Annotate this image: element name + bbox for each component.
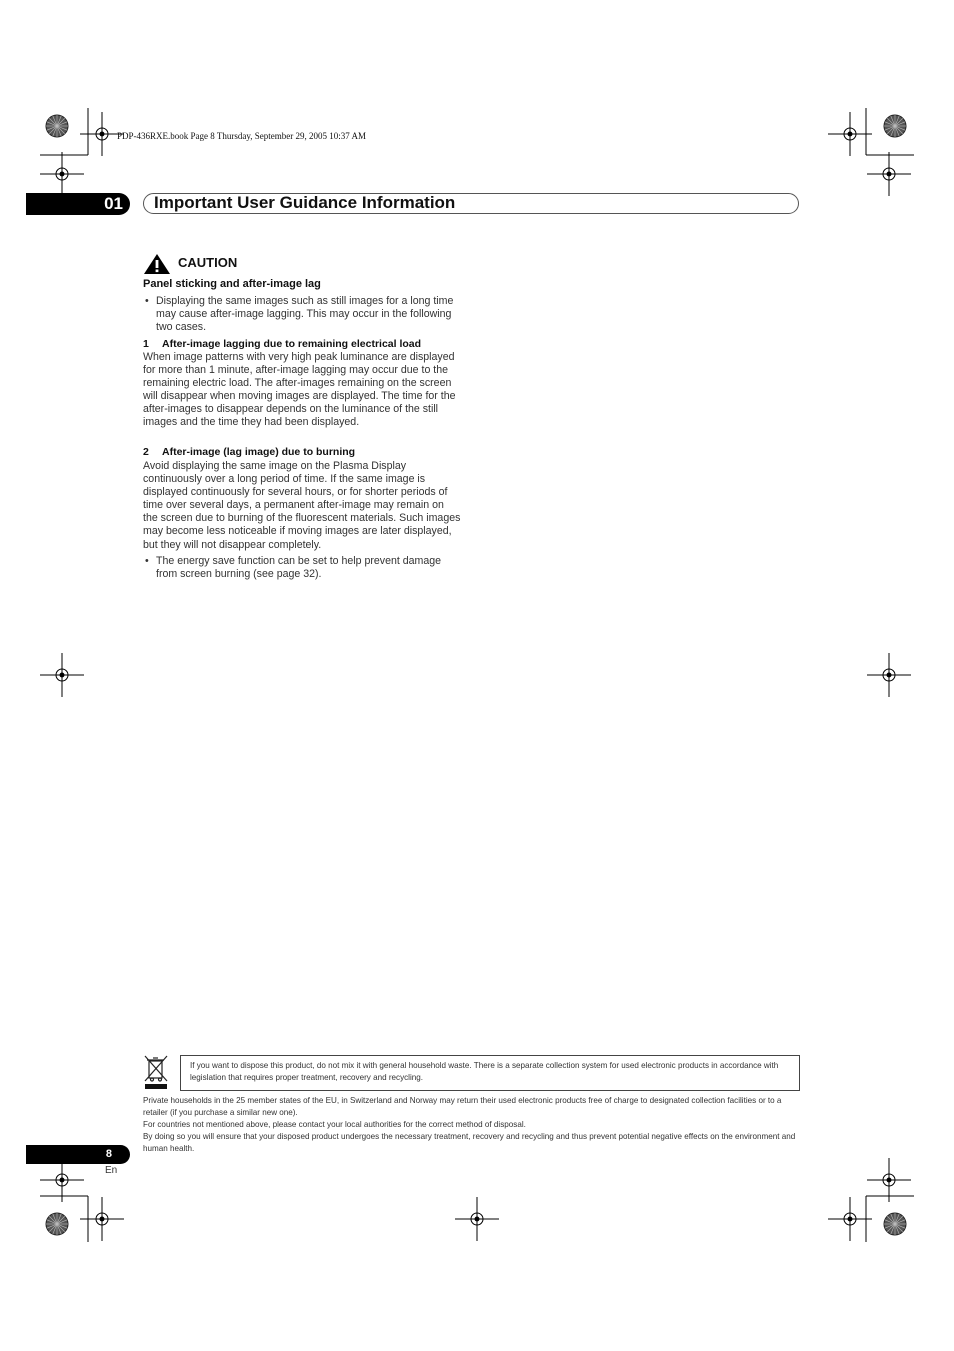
case-2-heading xyxy=(143,446,355,458)
bullet-text: Displaying the same images such as still images for a long time may cause after-image lagging. This may occur in the following two cases. xyxy=(156,295,454,334)
bullet: • xyxy=(145,555,149,567)
case-1-number: 1 xyxy=(143,338,149,350)
registration-crosshair-icon xyxy=(40,1158,84,1202)
disposal-note: For countries not mentioned above, please contact your local authorities for the correct method of disposal. xyxy=(143,1120,526,1129)
disposal-note: By doing so you will ensure that your disposed product undergoes the necessary treatment, recovery and recycling and thus prevent potential negative effects on the environment and human health. xyxy=(143,1132,796,1153)
color-target-icon xyxy=(46,1213,68,1235)
registration-crosshair-icon xyxy=(828,1197,872,1241)
section-heading: Panel sticking and after-image lag xyxy=(143,278,321,290)
case-2-number: 2 xyxy=(143,446,149,458)
case-2-text: Avoid displaying the same image on the Plasma Display continuously over a long period of time. If the same image is displayed continuously for several hours, or for shorter periods of time over several days, a permanent after-image may remain on the screen due to burning of the fluorescent materials. Such images may become less noticeable if moving images are later displayed, but they will not disappear completely. xyxy=(143,460,461,551)
registration-crosshair-icon xyxy=(455,1197,499,1241)
disposal-notice-box: If you want to dispose this product, do not mix it with general household waste. There is a separate collection system for used electronic products in accordance with legislation that requires proper treatment, recovery and recycling. xyxy=(180,1055,800,1091)
warning-triangle-icon xyxy=(143,253,171,275)
chapter-number-tab: 01 xyxy=(26,193,130,215)
caution-label: CAUTION xyxy=(178,255,238,270)
registration-crosshair-icon xyxy=(867,152,911,196)
page-language: En xyxy=(105,1165,118,1176)
registration-crosshair-icon xyxy=(80,1197,124,1241)
case-2-title: After-image (lag image) due to burning xyxy=(162,446,356,458)
registration-crosshair-icon xyxy=(828,112,872,156)
registration-crosshair-icon xyxy=(40,152,84,196)
bullet: • xyxy=(145,295,149,307)
chapter-title: Important User Guidance Information xyxy=(154,193,456,212)
color-target-icon xyxy=(884,115,906,137)
case-1-title: After-image lagging due to remaining electrical load xyxy=(162,338,422,350)
disposal-note: Private households in the 25 member states of the EU, in Switzerland and Norway may return their used electronic products free of charge to designated collection facilities or to a retailer (if you purchase a similar new one). xyxy=(143,1096,782,1117)
registration-crosshair-icon xyxy=(867,1158,911,1202)
crossed-out-wheeled-bin-icon xyxy=(143,1054,169,1090)
print-info: PDP-436RXE.book Page 8 Thursday, September 29, 2005 10:37 AM xyxy=(117,131,366,141)
color-target-icon xyxy=(46,115,68,137)
case-1-text: When image patterns with very high peak luminance are displayed for more than 1 minute, after-image lagging may occur due to the remaining electric load. The after-images remaining on the screen will disappear when moving images are displayed. The time for the after-images to disappear depends on the luminance of the still images and the time they had been displayed. xyxy=(143,351,456,429)
bullet-text: The energy save function can be set to help prevent damage from screen burning (see page 32). xyxy=(156,555,442,581)
page-number-tab: 8 xyxy=(26,1145,130,1164)
registration-crosshair-icon xyxy=(867,653,911,697)
case-1-heading xyxy=(143,338,421,350)
registration-crosshair-icon xyxy=(40,653,84,697)
disposal-notes xyxy=(143,1095,803,1155)
list-item xyxy=(143,555,461,581)
list-item xyxy=(143,295,461,334)
color-target-icon xyxy=(884,1213,906,1235)
